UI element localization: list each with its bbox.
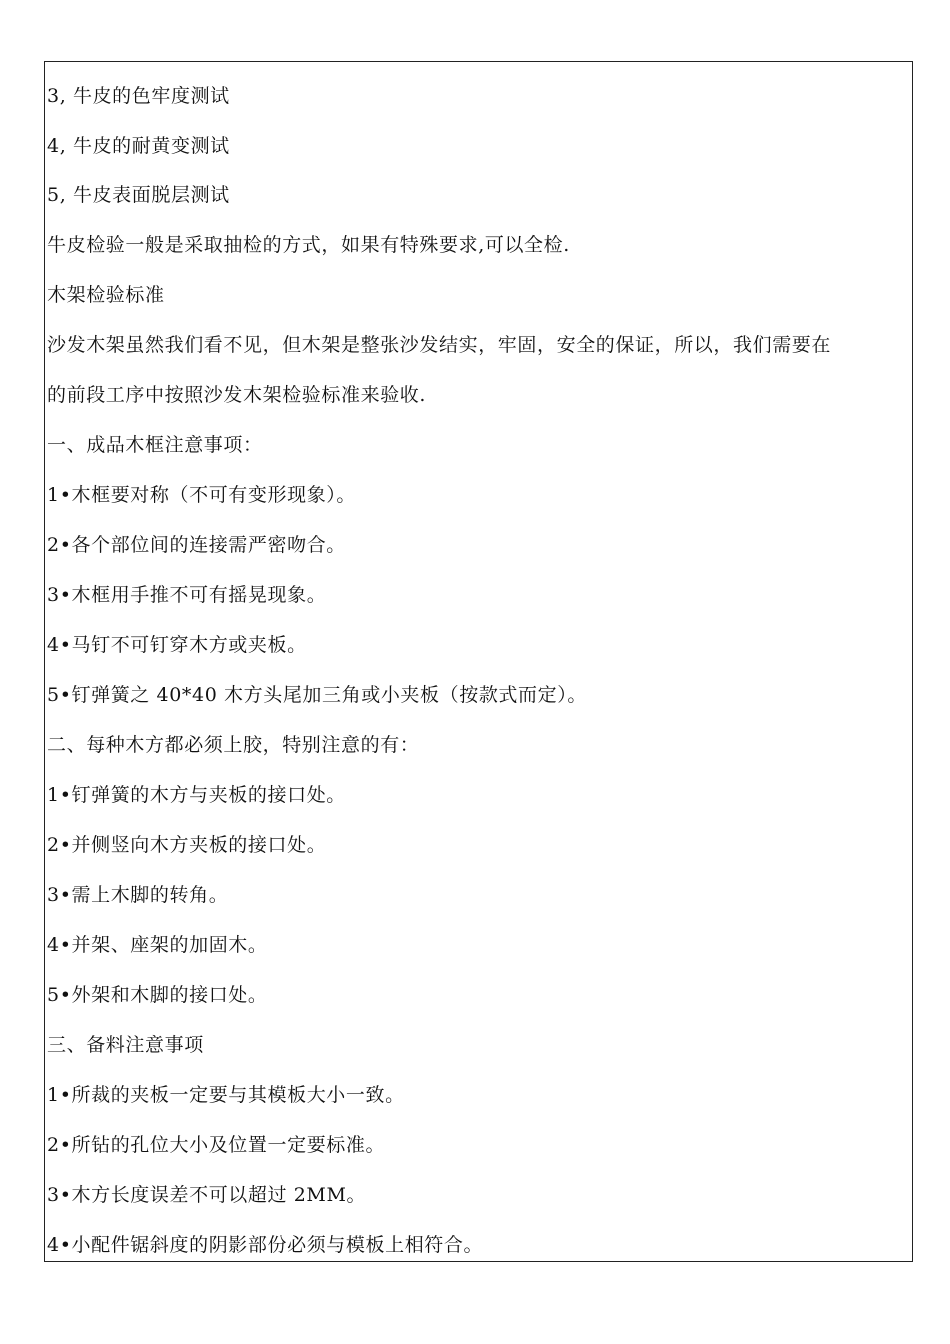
list-item: 5•钉弹簧之 40*40 木方头尾加三角或小夹板（按款式而定）。 (47, 684, 587, 706)
list-item: 2•各个部位间的连接需严密吻合。 (47, 534, 346, 556)
text-line: 3, 牛皮的色牢度测试 (47, 85, 230, 107)
list-item: 3•需上木脚的转角。 (47, 884, 229, 906)
text-line: 4, 牛皮的耐黄变测试 (47, 135, 230, 157)
list-item: 3•木方长度误差不可以超过 2MM。 (47, 1184, 367, 1206)
list-item: 3•木框用手推不可有摇晃现象。 (47, 584, 327, 606)
list-item: 4•马钉不可钉穿木方或夹板。 (47, 634, 307, 656)
section-heading: 一、成品木框注意事项： (47, 434, 263, 456)
list-item: 1•所裁的夹板一定要与其模板大小一致。 (47, 1084, 405, 1106)
list-item: 5•外架和木脚的接口处。 (47, 984, 268, 1006)
list-item: 1•木框要对称（不可有变形现象）。 (47, 484, 356, 506)
list-item: 4•并架、座架的加固木。 (47, 934, 268, 956)
list-item: 2•所钻的孔位大小及位置一定要标准。 (47, 1134, 386, 1156)
list-item: 1•钉弹簧的木方与夹板的接口处。 (47, 784, 346, 806)
section-heading: 三、备料注意事项 (47, 1034, 204, 1056)
text-line: 沙发木架虽然我们看不见，但木架是整张沙发结实，牢固，安全的保证，所以，我们需要在 (47, 334, 832, 356)
list-item: 4•小配件锯斜度的阴影部份必须与模板上相符合。 (47, 1234, 484, 1256)
text-line: 5, 牛皮表面脱层测试 (47, 184, 230, 206)
document-frame (44, 61, 913, 1262)
section-heading: 二、每种木方都必须上胶，特别注意的有： (47, 734, 420, 756)
text-line: 牛皮检验一般是采取抽检的方式，如果有特殊要求,可以全检. (47, 234, 570, 256)
text-line: 的前段工序中按照沙发木架检验标准来验收. (47, 384, 427, 406)
section-heading: 木架检验标准 (47, 284, 165, 306)
list-item: 2•并侧竖向木方夹板的接口处。 (47, 834, 327, 856)
